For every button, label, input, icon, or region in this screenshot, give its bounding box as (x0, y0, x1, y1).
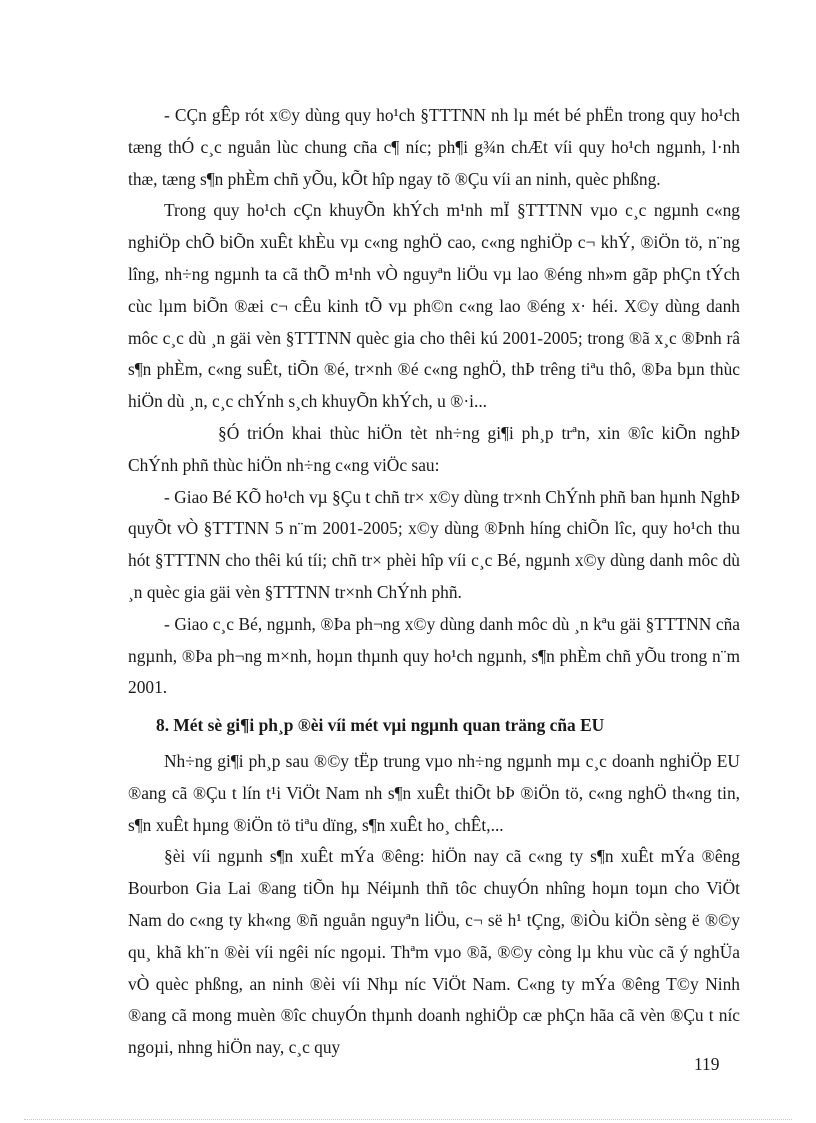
section-heading: 8. Mét sè gi¶i ph¸p ®èi víi mét vµi ngµnh quan träng cña EU (156, 715, 605, 736)
paragraph-7: §èi víi ngµnh s¶n xuÊt mÝa ®êng: hiÖn nay cã c«ng ty s¶n xuÊt mÝa ®êng Bourbon Gia Lai ®ang tiÕn hµ Néiµnh thñ tôc chuyÓn nhîng hoµn toµn cho ViÖt Nam do c«ng ty kh«ng ®ñ nguån nguyªn liÖu, c¬ së h¹ tÇng, ®iÒu kiÖn sèng ë ®©y qu¸ khã kh¨n ®èi víi ngêi níc ngoµi. Thªm vµo ®ã, ®©y còng lµ khu vùc cã ý nghÜa vÒ quèc phßng, an ninh ®èi víi Nhµ níc ViÖt Nam. C«ng ty mÝa ®êng T©y Ninh ®ang cã mong muèn ®îc chuyÓn thµnh doanh nghiÖp cæ phÇn hãa cã vèn ®Çu t níc ngoµi, nhng hiÖn nay, c¸c quy (128, 846, 740, 1058)
paragraph-5: - Giao c¸c Bé, ngµnh, ®Þa ph¬ng x©y dùng danh môc dù ¸n kªu gäi §TTTNN cña ngµnh, ®Þa ph¬ng m×nh, hoµn thµnh quy ho¹ch ngµnh, s¶n phÈm chñ yÕu trong n¨m 2001. (128, 613, 740, 698)
paragraph-1: - CÇn gÊp rót x©y dùng quy ho¹ch §TTTNN nh lµ mét bé phËn trong quy ho¹ch tæng thÓ c¸c nguån lùc chung cña c¶ níc; ph¶i g¾n chÆt víi quy ho¹ch ngµnh, l·nh thæ, tæng s¶n phÈm chñ yÕu, kÕt hîp ngay tõ ®Çu víi an ninh, quèc phßng. (128, 105, 740, 189)
paragraph-4: - Giao Bé KÕ ho¹ch vµ §Çu t chñ tr× x©y dùng tr×nh ChÝnh phñ ban hµnh NghÞ quyÕt vÒ §TTTNN 5 n¨m 2001-2005; x©y dùng ®Þnh híng chiÕn lîc, quy ho¹ch thu hót §TTTNN cho thêi kú tíi; chñ tr× phèi hîp víi c¸c Bé, ngµnh x©y dùng danh môc dù ¸n quèc gia gäi vèn §TTTNN tr×nh ChÝnh phñ. (128, 486, 740, 602)
paragraph-6: Nh÷ng gi¶i ph¸p sau ®©y tËp trung vµo nh÷ng ngµnh mµ c¸c doanh nghiÖp EU ®ang cã ®Çu t lín t¹i ViÖt Nam nh s¶n xuÊt thiÕt bÞ ®iÖn tö, c«ng nghÖ th«ng tin, s¶n xuÊt hµng ®iÖn tö tiªu dïng, s¶n xuÊt ho¸ chÊt,... (128, 750, 740, 835)
paragraph-3: §Ó triÓn khai thùc hiÖn tèt nh÷ng gi¶i ph¸p trªn, xin ®îc kiÕn nghÞ ChÝnh phñ thùc hiÖn nh÷ng c«ng viÖc sau: (128, 422, 740, 475)
paragraph-2: Trong quy ho¹ch cÇn khuyÕn khÝch m¹nh mÏ §TTTNN vµo c¸c ngµnh c«ng nghiÖp chÕ biÕn xuÊt khÈu vµ c«ng nghÖ cao, c«ng nghiÖp c¬ khÝ, ®iÖn tö, n¨ng lîng, nh÷ng ngµnh ta cã thÕ m¹nh vÒ nguyªn liÖu vµ lao ®éng nh»m gãp phÇn tÝch cùc lµm biÕn ®æi c¬ cÊu kinh tÕ vµ ph©n c«ng lao ®éng x· héi. X©y dùng danh môc c¸c dù ¸n gäi vèn §TTTNN quèc gia cho thêi kú 2001-2005; trong ®ã x¸c ®Þnh râ s¶n phÈm, c«ng suÊt, tiÕn ®é, tr×nh ®é c«ng nghÖ, thÞ trêng tiªu thô, ®Þa bµn thùc hiÖn dù ¸n, c¸c chÝnh s¸ch khuyÕn khÝch, u ®·i... (128, 200, 740, 412)
page-content (128, 100, 740, 1064)
page-number: 119 (694, 1054, 720, 1074)
footer-divider (24, 1119, 792, 1120)
